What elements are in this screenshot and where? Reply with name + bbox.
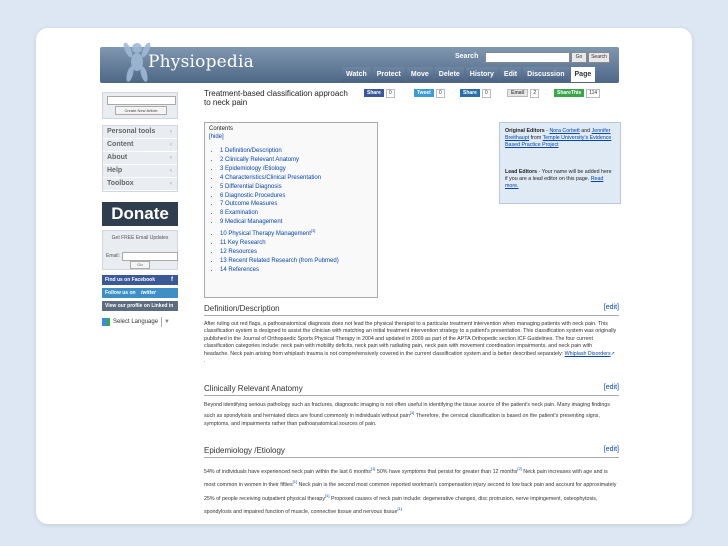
google-translate-icon [102,318,110,326]
linkedin-count: 0 [482,89,491,98]
email-share-label: Email [507,89,528,97]
page-title: Treatment-based classification approach to neck pain [204,89,348,107]
section-title: Definition/Description [204,304,280,313]
paragraph-text: After ruling out red flags, a pathoanatomical diagnosis does not lead the physical therapist to a particular treatment intervention when managing patients with neck pain. This classification system is designed to assist the clinician with matching an initial treatment intervention strategy to a patient's presentation. This classification system was originally published in the Journal of Orthopaedic Sports Physical Therapy in 2004 and updated in 2009 as part of the APTA Orthopedic section ICF Guidelines. The four current classification categories include: neck pain with mobility deficits, neck pain with radiating pain, neck pain with movement coordination impairments, and neck pain with headache. Neck pain arising from whiplash trauma is not comprehensively covered in the current classification system and is better described separately: [204,321,617,357]
search-label: Search [455,53,479,60]
toc-heading: Contents [209,126,234,132]
toc-item[interactable]: • 5 Differential Diagnosis [220,183,370,192]
toc-item[interactable]: • 2 Clinically Relevant Anatomy [220,156,370,165]
sidebar-item-about[interactable] [103,152,177,165]
tweet-share[interactable] [414,89,445,98]
create-article-input[interactable] [107,96,176,105]
whiplash-link[interactable]: Whiplash Disorders [564,350,611,357]
sidebar-item-label: About [107,154,128,161]
tab-move[interactable]: Move [407,67,433,82]
read-more-link[interactable]: Read more. [505,176,604,189]
tab-discussion[interactable]: Discussion [523,67,568,82]
toc-item[interactable]: • 13 Recent Related Research (from Pubmed) [220,257,370,266]
toc-item[interactable]: • 8 Examination [220,209,370,218]
create-article-box [102,92,178,119]
section-paragraph [204,464,617,517]
linkedin-share-label: Share [460,89,480,97]
citation-sup[interactable]: [1] [370,466,376,471]
linkedin-logo: Linked in [151,303,174,309]
site-logo-text[interactable]: Physiopedia [148,52,254,72]
tab-delete[interactable]: Delete [435,67,464,82]
paragraph-text: Therefore, the cervical classification is based on the patient's presenting signs, symptoms, and impairments rather than pathoanatomical sources of pain. [204,413,600,427]
section-header-epidemiology [204,446,619,459]
tab-edit[interactable]: Edit [500,67,521,82]
paragraph-text: 54% of individuals have experienced neck pain within the last 6 months [204,468,371,475]
chevron-left-icon: ‹ [170,155,172,161]
search-button[interactable]: Search [588,52,610,63]
sidebar-item-label: Content [107,141,134,148]
facebook-share[interactable] [364,89,395,98]
twitter-label: Follow us on [105,290,136,296]
toc-item[interactable] [220,227,370,239]
linkedin-share[interactable] [460,89,491,98]
paragraph-text: 50% have symptoms that persist for greater than 12 months [375,468,518,475]
edit-link[interactable]: [edit] [603,446,619,453]
email-go-button[interactable]: Go [130,261,150,269]
page-tabs [342,67,595,82]
sidebar-item-label: Personal tools [107,128,156,135]
editor-link[interactable]: Jennifer Breithaupt [505,128,611,141]
screenshot-frame [36,28,692,524]
toc-item[interactable]: • 14 References [220,266,370,275]
email-field[interactable] [122,252,178,261]
toc-item[interactable]: • 3 Epidemiology /Etiology [220,165,370,174]
editors-from: from [530,135,542,141]
edit-link[interactable]: [edit] [603,304,619,311]
school-link[interactable]: Temple University's Evidence Based Practice Project [505,135,612,148]
section-divider [204,457,619,458]
tab-watch[interactable]: Watch [342,67,371,82]
sidebar-nav [102,125,178,192]
citation-sup[interactable]: [1] [325,492,330,498]
paragraph-text: Beyond identifying serious pathology such as fractures, diagnostic imaging is not often useful in identifying the tissue source of the patient's neck pain. Many imaging findings such as spondylosis and herniated discs are found commonly in individuals without pain [204,402,610,420]
chevron-down-icon: ▼ [161,317,170,327]
sidebar-item-label: Help [107,167,123,174]
paragraph-text: Neck pain increases with age and is most common in women in their fifties [204,468,608,489]
tab-history[interactable]: History [466,67,498,82]
chevron-left-icon: ‹ [170,181,172,187]
citation-sup[interactable]: [1] [397,506,402,512]
sidebar-item-label: Toolbox [107,180,134,187]
chevron-left-icon: ‹ [170,168,172,174]
toc-item[interactable]: • 12 Resources [220,248,370,257]
linkedin-button[interactable] [102,301,178,311]
linkedin-label: View our profile on [105,303,150,309]
sidebar-item-toolbox[interactable] [103,178,177,191]
search-input[interactable] [485,52,570,63]
create-article-button[interactable]: Create New Article [115,106,167,115]
paragraph-text: Proposed causes of neck pain include: degenerative changes, disc protrusion, nerve impingement, osteophytosis, spondylosis and impaired function of muscle, connective tissue and nervous tissue [204,495,598,515]
section-header-anatomy [204,384,619,397]
email-label: Email: [106,253,120,259]
toc-item[interactable]: • 11 Key Research [220,239,370,248]
tweet-button-label: Tweet [414,89,434,97]
chevron-left-icon: ‹ [170,142,172,148]
email-signup-title: Get FREE Email Updates [111,235,169,241]
twitter-logo: twitter [140,290,156,296]
section-divider [204,315,619,316]
section-title: Clinically Relevant Anatomy [204,384,303,393]
lead-editors-label: Lead Editors [505,169,538,175]
tweet-count: 0 [436,89,445,98]
toc-item[interactable]: • 6 Diagnostic Procedures [220,192,370,201]
tab-protect[interactable]: Protect [373,67,405,82]
twitter-button[interactable] [102,288,178,298]
facebook-label: Find us on Facebook [105,277,156,283]
original-editors: Original Editors - Nora Corbett and Jennifer Breithaupt from Temple University's Evidence Based Practice Project [505,128,612,148]
citation-sup[interactable]: [1] [409,410,415,416]
sharethis-button[interactable] [554,89,600,98]
toc-list [213,147,370,275]
toc-item-label: 10 Physical Therapy Management [220,231,311,238]
sharethis-label: ShareThis [554,89,584,97]
sharethis-count: 114 [586,89,600,98]
language-selector[interactable] [102,317,178,327]
toc-item[interactable]: • 7 Outcome Measures [220,200,370,209]
donate-button[interactable]: Donate [102,202,178,226]
section-title: Epidemiology /Etiology [204,446,285,455]
facebook-button[interactable] [102,275,178,285]
section-paragraph: After ruling out red flags, a pathoanatomical diagnosis does not lead the physical therapist to a particular treatment intervention when managing patients with neck pain. This classification system is designed to assist the clinician with matching an initial treatment intervention strategy to a patient's presentation. This classification system was originally published in the Journal of Orthopaedic Sports Physical Therapy in 2004 and updated in 2009 as part of the APTA Orthopedic section ICF Guidelines. The four current classification categories include: neck pain with mobility deficits, neck pain with radiating pain, neck pain with movement coordination impairments, and neck pain with headache. Neck pain arising from whiplash trauma is not comprehensively covered in the current classification system and is better described separately: Whiplash Disorders↗ . [204,321,617,365]
toc-hide-link[interactable]: [hide] [209,134,224,140]
email-count: 2 [530,89,539,98]
email-share[interactable] [507,89,539,98]
citation-sup[interactable]: [2] [517,466,522,471]
citation-sup[interactable]: [1] [292,479,298,485]
edit-link[interactable]: [edit] [603,384,619,391]
sidebar [102,92,178,327]
editor-link[interactable]: Nora Corbett [549,128,580,134]
email-signup-box [102,230,178,270]
original-editors-label: Original Editors [505,128,545,134]
chevron-left-icon: ‹ [170,129,172,135]
sidebar-item-personal-tools[interactable] [103,126,177,139]
facebook-icon: f [171,277,173,283]
toc-item[interactable]: • 1 Definition/Description [220,147,370,156]
paragraph-text: Neck pain is the second most common reported workman's compensation injury second to low back pain and account for approximately 25% of people receiving outpatient physical therapy [204,482,617,502]
go-button[interactable]: Go [571,52,587,63]
external-link-icon: ↗ [610,350,615,357]
sidebar-item-help[interactable] [103,165,177,178]
table-of-contents [204,122,378,298]
lead-editors [505,169,615,190]
section-header-definition [204,304,619,317]
toc-item[interactable]: • 9 Medical Management [220,218,370,227]
tab-page[interactable]: Page [571,67,596,82]
language-label: Select Language [113,319,159,325]
editors-box [499,122,621,204]
lead-editors-text: - Your name will be added here if you are a lead editor on this page. [505,169,612,182]
section-paragraph [204,402,617,428]
share-count: 0 [386,89,395,98]
share-button-label: Share [364,89,384,97]
section-divider [204,395,619,396]
citation-sup[interactable]: [3] [310,228,316,234]
sidebar-item-content[interactable] [103,139,177,152]
editors-and: and [581,128,591,134]
toc-item[interactable]: • 4 Characteristics/Clinical Presentation [220,174,370,183]
